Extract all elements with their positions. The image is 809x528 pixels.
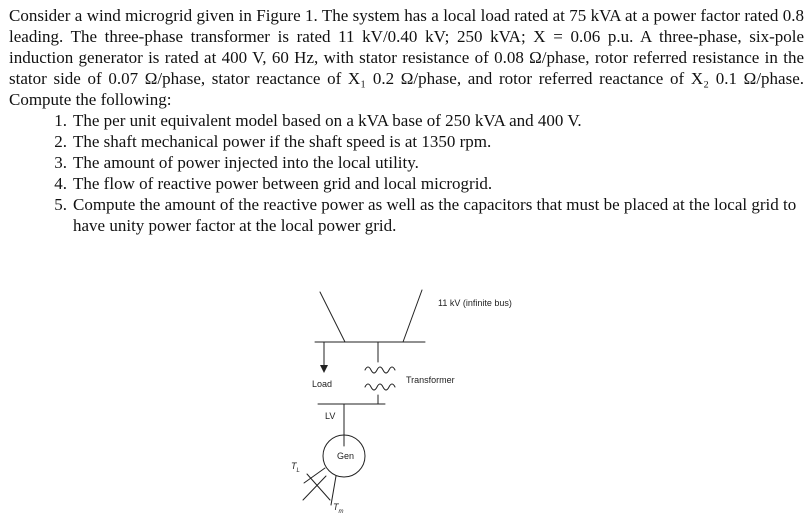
bus-line-right [403, 290, 422, 342]
bus-line-left [320, 292, 345, 342]
transformer-coil-hv [365, 367, 395, 373]
lv-label: LV [325, 411, 336, 421]
turbine-blade-2 [303, 476, 326, 500]
turbine-blade-1 [307, 474, 330, 500]
transformer-coil-lv [365, 384, 395, 390]
load-label: Load [312, 379, 333, 389]
tm-label [333, 502, 344, 515]
transformer-label: Transformer [406, 375, 455, 385]
task-number: 1. [54, 111, 67, 130]
tm-subscript: m [338, 509, 344, 515]
tm-main: T [333, 502, 339, 512]
task-text: Compute the amount of the reactive power as well as the capacitors that must be placed at the local grid to have unity power factor at the local power grid. [73, 195, 797, 235]
gen-label: Gen [337, 451, 355, 461]
tl-label [291, 461, 300, 474]
task-number: 4. [54, 174, 67, 193]
task-text: The shaft mechanical power if the shaft speed is at 1350 rpm. [73, 132, 492, 151]
task-text: The per unit equivalent model based on a kVA base of 250 kVA and 400 V. [73, 111, 582, 130]
task-number: 2. [54, 132, 67, 151]
problem-intro: Consider a wind microgrid given in Figure 1. The system has a local load rated at 75 kVA at a power factor rated 0.8 leading. The three-phase transformer is rated 11 kV/0.40 kV; 250 kVA; X = 0.06 p.u. A three-phase, six-pole induction generator is rated at 400 V, 60 Hz, with stator resistance of 0.08 Ω/phase, rotor referred resistance in the stator side of 0.07 Ω/phase, stator reactance of X₁ 0.2 Ω/phase, and rotor referred reactance of X₂ 0.1 Ω/phase. Compute the following: [9, 6, 804, 109]
gen-shaft-down [331, 476, 336, 505]
load-arrow [320, 365, 328, 373]
task-text: The amount of power injected into the local utility. [73, 153, 419, 172]
task-number: 3. [54, 153, 67, 172]
task-text: The flow of reactive power between grid and local microgrid. [73, 174, 493, 193]
task-number: 5. [54, 195, 67, 214]
tl-main: T [291, 461, 297, 471]
bus-label: 11 kV (infinite bus) [438, 298, 512, 308]
tl-subscript: L [296, 468, 300, 474]
